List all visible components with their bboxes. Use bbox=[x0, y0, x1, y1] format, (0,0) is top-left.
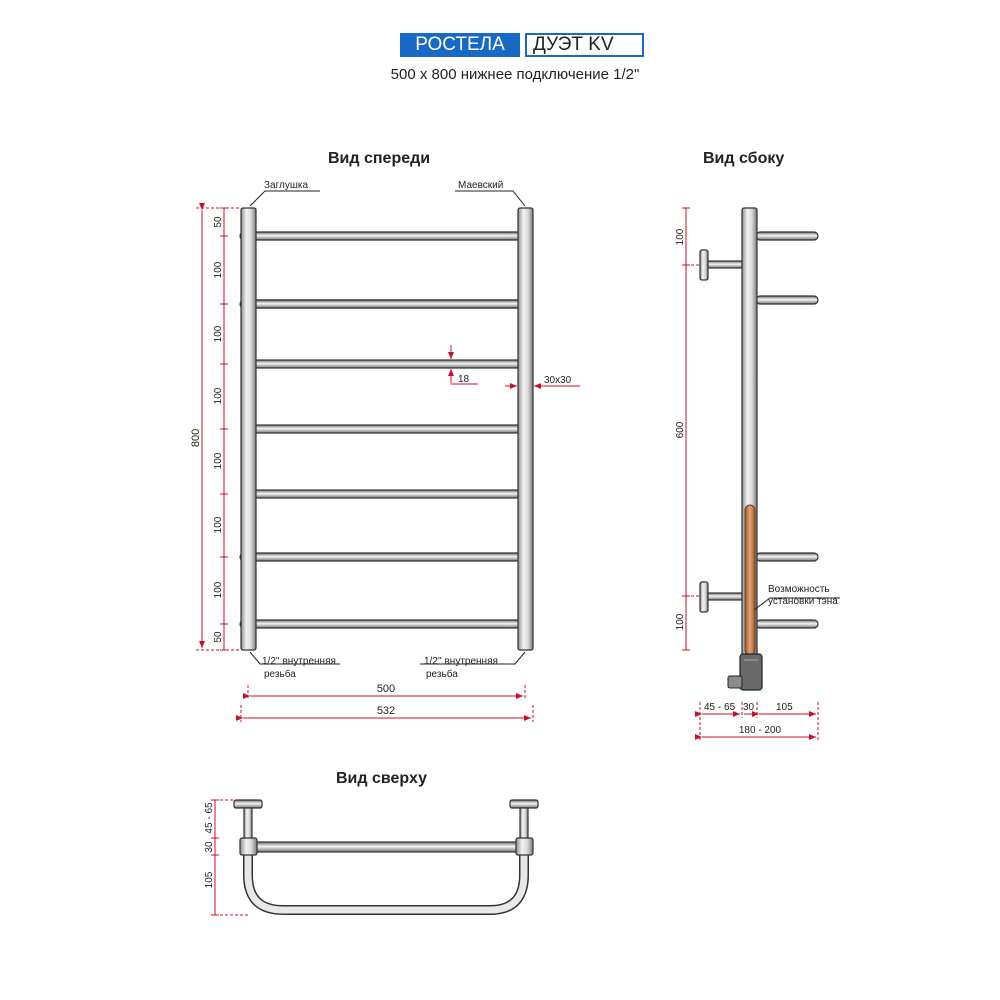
side-dim-profile: 30 bbox=[743, 702, 755, 713]
seg-label-6: 100 bbox=[213, 516, 224, 534]
top-post-left bbox=[240, 838, 257, 855]
heater-housing bbox=[728, 654, 762, 690]
side-rail bbox=[756, 620, 818, 628]
side-wall-bracket-bottom bbox=[700, 582, 742, 612]
seg-label-3: 100 bbox=[213, 325, 224, 343]
thread-right-line2: резьба bbox=[426, 669, 458, 680]
front-view bbox=[190, 180, 580, 722]
dim-532: 532 bbox=[376, 705, 396, 717]
front-rails bbox=[240, 232, 533, 628]
plug-label: Заглушка bbox=[264, 180, 309, 191]
top-view-title: Вид сверху bbox=[336, 770, 427, 787]
right-post bbox=[518, 208, 533, 650]
dim-30x30: 30x30 bbox=[544, 375, 572, 386]
front-view-title: Вид спереди bbox=[328, 150, 431, 167]
top-u-rail-outline bbox=[248, 852, 524, 910]
heater-label-line1: Возможность bbox=[768, 584, 830, 595]
side-dim-100-bottom: 100 bbox=[675, 613, 686, 631]
model-badge: ДУЭТ KV bbox=[525, 33, 644, 57]
side-dim-600: 600 bbox=[675, 421, 686, 439]
seg-label-7: 100 bbox=[213, 581, 224, 599]
heater-label-line2: установки тэна bbox=[768, 596, 838, 607]
top-dim-profile: 30 bbox=[204, 841, 215, 853]
seg-label-5: 100 bbox=[213, 452, 224, 470]
top-wall-flange-left bbox=[234, 800, 262, 808]
side-dim-shelf: 105 bbox=[776, 702, 793, 713]
brand-badge: РОСТЕЛА bbox=[400, 33, 520, 57]
side-dim-total: 180 - 200 bbox=[738, 725, 782, 736]
side-rail bbox=[756, 232, 818, 240]
top-view bbox=[204, 800, 538, 915]
side-rail bbox=[756, 553, 818, 561]
seg-label-2: 100 bbox=[213, 261, 224, 279]
top-post-right bbox=[516, 838, 533, 855]
top-front-bar bbox=[248, 842, 526, 852]
thread-left-line1: 1/2'' внутренняя bbox=[262, 656, 336, 667]
side-view-title: Вид сбоку bbox=[703, 150, 785, 167]
product-subtitle: 500 x 800 нижнее подключение 1/2" bbox=[390, 66, 640, 83]
side-wall-bracket-top bbox=[700, 250, 742, 280]
mayevsky-label: Маевский bbox=[458, 180, 504, 191]
seg-label-8: 50 bbox=[213, 631, 224, 643]
top-wall-flange-right bbox=[510, 800, 538, 808]
side-rail bbox=[756, 296, 818, 304]
side-dim-100-top: 100 bbox=[675, 228, 686, 246]
top-dim-wall: 45 - 65 bbox=[204, 802, 215, 834]
seg-label-4: 100 bbox=[213, 387, 224, 405]
seg-label-1: 50 bbox=[213, 216, 224, 228]
dim-500: 500 bbox=[376, 683, 396, 695]
dim-18: 18 bbox=[458, 374, 470, 385]
left-post bbox=[241, 208, 256, 650]
top-dim-shelf: 105 bbox=[204, 871, 215, 889]
top-vertical-dimensions bbox=[211, 800, 248, 915]
side-view bbox=[675, 208, 840, 742]
heater-element bbox=[745, 505, 755, 655]
thread-left-line2: резьба bbox=[264, 669, 296, 680]
thread-right-line1: 1/2'' внутренняя bbox=[424, 656, 498, 667]
side-dim-wall: 45 - 65 bbox=[704, 702, 736, 713]
dim-800: 800 bbox=[190, 428, 202, 448]
